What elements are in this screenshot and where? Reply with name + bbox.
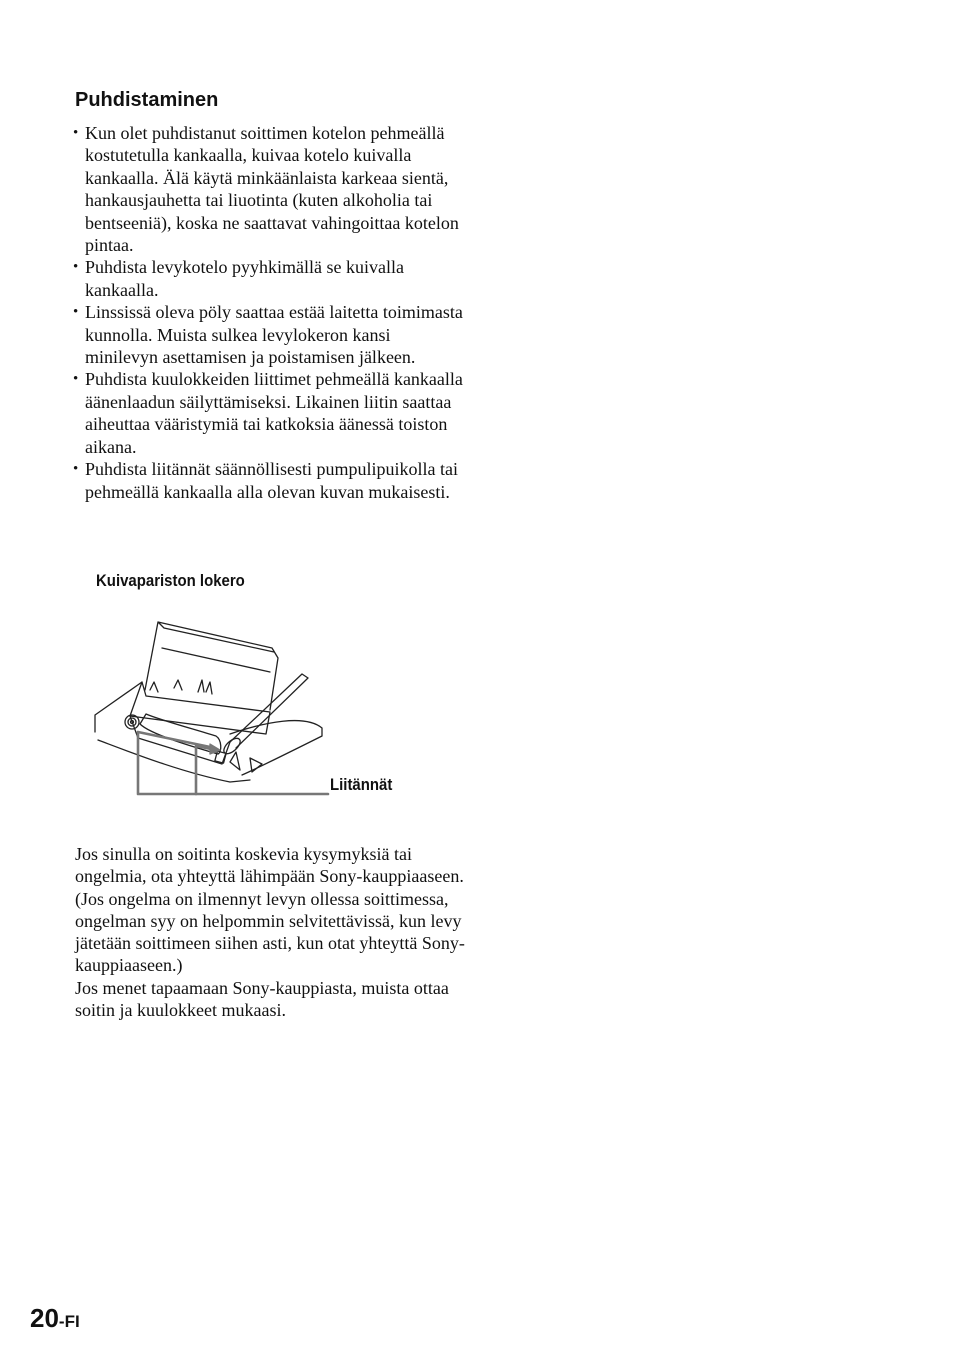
cleaning-instructions-list: [73, 122, 463, 503]
bullet-icon: •: [73, 125, 79, 141]
compartment-lid: [145, 622, 278, 710]
compartment-interior: [130, 682, 270, 764]
bullet-icon: •: [73, 259, 79, 276]
cotton-swab: [230, 674, 308, 748]
bullet-icon: •: [73, 371, 79, 388]
bullet-icon: •: [73, 304, 79, 321]
list-item: [73, 256, 463, 301]
section-heading: Puhdistaminen: [75, 89, 219, 111]
page-number-value: 20: [30, 1303, 59, 1333]
contact-text-1: Jos sinulla on soitinta koskevia kysymyksiä tai ongelmia, ota yhteyttä lähimpään Sony-kauppiaaseen. (Jos ongelma on ilmennyt levyn ollessa soittimessa, ongelman syy on helpommin selvitettävissä, kun levy jätetään soittimeen siihen asti, kun otat yhteyttä Sony-kauppiaaseen.): [75, 844, 465, 976]
bullet-icon: •: [73, 461, 79, 478]
list-item-text: Puhdista liitännät säännöllisesti pumpulipuikolla tai pehmeällä kankaalla alla olevan kuvan mukaisesti.: [85, 459, 458, 502]
contact-paragraph: [75, 843, 465, 1021]
list-item: [73, 458, 463, 503]
callout-line: [138, 732, 328, 794]
page-number: [30, 1303, 80, 1334]
list-item-text: Kun olet puhdistanut soittimen kotelon pehmeällä kostutetulla kankaalla, kuivaa kotelo kuivalla kankaalla. Älä käytä minkäänlaista karkeaa sientä, hankausjauhetta tai liuotinta (kuten alkoholia tai bentseeniä), koska ne saattavat vahingoittaa kotelon pintaa.: [85, 123, 459, 256]
page-language-suffix: -FI: [58, 1312, 80, 1331]
list-item: [73, 301, 463, 368]
list-item: [73, 122, 463, 256]
list-item-text: Puhdista kuulokkeiden liittimet pehmeällä kankaalla äänenlaadun säilyttämiseksi. Likainen liitin saattaa aiheuttaa vääristymiä tai katkoksia äänessä toiston aikana.: [85, 369, 463, 457]
battery-compartment-illustration: [90, 612, 330, 802]
terminal-tabs: [150, 680, 212, 694]
list-item-text: Linssissä oleva pöly saattaa estää laitetta toimimasta kunnolla. Muista sulkea levylokeron kansi minilevyn asettamisen ja poistamisen jälkeen.: [85, 302, 463, 368]
list-item-text: Puhdista levykotelo pyyhkimällä se kuivalla kankaalla.: [85, 257, 404, 300]
terminals-label: Liitännät: [330, 775, 393, 794]
body-buttons: [230, 752, 262, 772]
contact-text-2: Jos menet tapaamaan Sony-kauppiasta, muista ottaa soitin ja kuulokkeet mukaasi.: [75, 977, 449, 1021]
list-item: [73, 368, 463, 458]
figure-title: Kuivapariston lokero: [96, 571, 245, 590]
callout-arrow: [210, 744, 220, 754]
device-body: [95, 682, 250, 782]
